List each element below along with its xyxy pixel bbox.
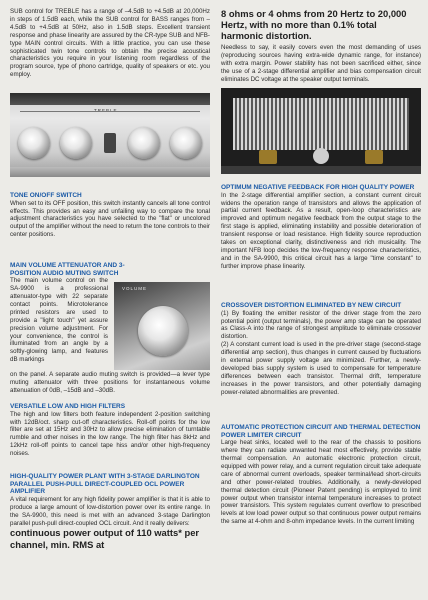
volume-heading: MAIN VOLUME ATTENUATOR AND 3-POSITION AUDIO MUTING SWITCH [10,262,125,277]
protection-heading: AUTOMATIC PROTECTION CIRCUIT AND THERMAL DETECTION POWER LIMITER CIRCUIT [221,424,421,439]
tone-controls-photo [10,93,210,177]
volume-knob-icon [138,306,188,356]
tone-heading: TONE ON/OFF SWITCH [10,192,82,199]
crossover-text-2: (2) A constant current load is used in the pre-driver stage (second-stage differential amp section), thus changes in current caused by fluctuations in external power supply voltage are minimized. Further, a newly-developed bias supply system is used to compensate for temperature differences between each transistor. Thermal drift, temperature increases in the power transistors, and other potentially damaging power-related abnormalities are prevented. [221,341,421,396]
volume-knob-photo [114,282,210,370]
crossover-text-1: (1) By floating the emitter resistor of the driver stage from the zero potential point (output terminals), the power amp stage can be operated as Class-A into the range of strongest amplitude to eliminate crossover distortion. [221,309,421,341]
capacitor-icon [365,150,383,164]
volume-text-continued: on the panel. A separate audio muting switch is provided—a lever type muting attenuator with three positions for instantaneous volume attenuation of 0dB, –15dB and –30dB. [10,371,210,394]
right-intro: Needless to say, it easily covers even the most demanding of uses (reproducing sources having extra-wide dynamic range, for instance) with extra margin. Power stability has not been sacrificed either, since the use of a 2-stage differential amplifier and bias compensation circuit eliminates DC voltage at the speaker output terminals. [221,44,421,83]
crossover-section [221,302,421,397]
knob-icon [18,127,50,159]
knob-icon [170,127,202,159]
spec-highlight: 8 ohms or 4 ohms from 20 Hertz to 20,000 Hertz, with no more than 0.1% total harmonic distortion. [221,8,407,42]
capacitor-icon [259,150,277,164]
power-section [10,473,210,550]
panel-edge [10,93,210,105]
power-heading: HIGH-QUALITY POWER PLANT WITH 3-STAGE DARLINGTON PARALLEL PUSH-PULL DIRECT-COUPLED OCL POWER AMPLIFIER [10,473,200,496]
filters-heading: VERSATILE LOW AND HIGH FILTERS [10,403,126,410]
volume-label: VOLUME [122,286,148,291]
protection-text: Large heat sinks, located well to the rear of the chassis to positions where they can radiate unwanted heat most effectively, provide stable thermal compensation. An automatic electronic protection circuit, equipped with power relay, and a current regulation circuit take adequate care of abnormal current overloads, speaker terminal/lead short-circuits and other power-related troubles. Additionally, a newly-developed thermal detection circuit (Pioneer Patent pending) is employed to limit power output when transistor internal temperature increases to protect power transistors. This system regulates current overflow to prescribed levels at low load power output so that continuous power output remains the same at 4-ohm and 8-ohm impedance levels. In the current limiting [221,439,421,526]
power-text: A vital requirement for any high fidelity power amplifier is that it is able to produce a large amount of low-distortion power over its entire range. In the SA-9900, this need is met with an advanced 3-stage Darlington parallel push-pull direct-coupled OCL circuit. And it really delivers: [10,495,210,527]
filters-text: The high and low filters both feature independent 2-position switching with 12dB/oct. sharp cut-off characteristics. Roll-off points for the low filter are set at 15Hz and 30Hz to allow precise elimination of turntable rumble and other noises in the low range. The high filter has 8kHz and 12kHz roll-off points to cancel tape hiss and/or other high-frequency noises. [10,410,210,458]
protection-section [221,424,421,526]
filters-section [10,403,210,458]
heatsink-photo [221,88,421,174]
power-highlight: continuous power output of 110 watts* per channel, min. RMS at [10,527,200,550]
switch-icon [104,133,116,153]
knob-icon [60,127,92,159]
crossover-heading: CROSSOVER DISTORTION ELIMINATED BY NEW CIRCUIT [221,302,402,309]
intro-paragraph: SUB control for TREBLE has a range of –4.5dB to +4.5dB at 20,000Hz in steps of 1.5dB each, while the SUB control for BASS ranges from –4.5dB to +4.5dB at 50Hz, also in 1.5dB steps. Excellent transient response and phase linearity are assured by the CR-type SUB and NFB-type MAIN control circuits. With a little practice, you can use these sophisticated twin tone controls to obtain the precise acoustical characteristics you require in your listening room regardless of the program source, type of phono cartridge, quality of speakers or etc. you employ. [10,8,210,79]
heatsink-fins [233,98,409,150]
nfb-section [221,184,421,271]
nfb-heading: OPTIMUM NEGATIVE FEEDBACK FOR HIGH QUALITY POWER [221,184,415,191]
transformer-icon [313,148,329,164]
tone-text: When set to its OFF position, this switch instantly cancels all tone control effects. This provides an easy and unfailing way to compare the tonal adjustment characteristics you have selected to the "flat" or uncolored output of the amplifier without the need to return the tone controls to their center positions. [10,199,210,239]
volume-text-narrow: The main volume control on the SA-9900 is a professional attenuator-type with 22 separate contact points. Microtolerance printed resistors are used to provide a "light touch" yet assure precision volume adjustment. For your convenience, the control is illuminated from an angle by a softly-glowing lamp, and features dB markings [10,277,108,364]
nfb-text: In the 2-stage differential amplifier section, a constant current circuit widens the operation range of transistors and allows the application of partial current feedback. As a result, open-loop characteristics are improved and optimum negative feedback from the output stage to the first stage is applied, eliminating instability and possible deterioration of transient response or load resistance. High fidelity source reproduction takes on exceptional clarity, distinctiveness and rich musicality. The important NFB loop decides the low-frequency response characteristics, and in the SA-9900, this critical circuit has a large "time constant" to further improve phase linearity. [221,191,421,270]
tone-section [10,192,210,239]
knob-icon [128,127,160,159]
